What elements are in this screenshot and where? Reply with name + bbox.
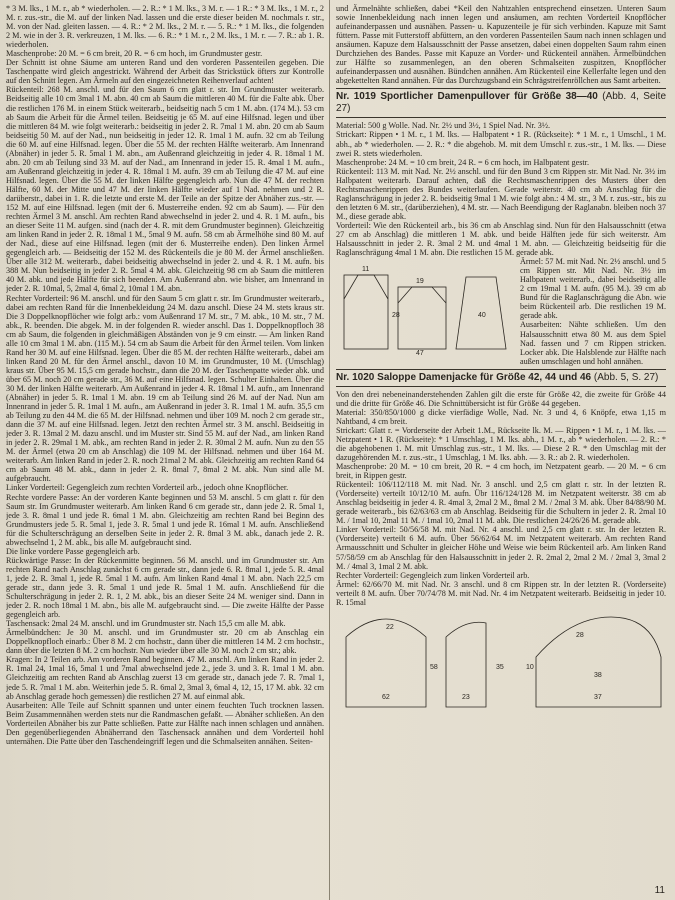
section-heading-1020 xyxy=(336,369,666,387)
page-number: 11 xyxy=(654,885,665,896)
paragraph: Ausarbeiten: Nähte schließen. Um den Halsausschnitt etwa 80 M. aus dem Spiel Nad. fassen und 7 cm Rippen stricken. Locker abk. Die Halsblende zur Hälfte nach außen umschlagen und hohl annähen. xyxy=(520,320,666,366)
section-heading-1019 xyxy=(336,88,666,118)
paragraph: Strickart: Glatt r. = Vorderseite der Arbeit 1.M., Rückseite lk. M. — Rippen • 1 M. r., 1 M. lks. — Netzpatent • 1 R. (Rückseite): * 1 Umschlag, 1 M. lks. abh., 1 M. r., ab * wiederholen. — 2. R.: * die abgehobenen 1. M. mit Umschlag zus.-str., 1 M. lks. — Diese 2 R. * den Umschlag mit der dazugehörenden M. r. zus.-str., 1 Umschlag, 1 M. lks. abh. — 3. R.: ab 2. R. wiederholen. xyxy=(336,425,666,463)
dim-label: 40 xyxy=(478,312,486,320)
right-column xyxy=(336,4,666,892)
paragraph: Material: 500 g Wolle. Nad. Nr. 2½ und 3½, 1 Spiel Nad. Nr. 3½. xyxy=(336,121,551,131)
paragraph: Ärmel: 62/66/70 M. mit Nad. Nr. 3 anschl. und 8 cm Rippen str. In der letzten R. (Vorderseite) verteilt 8 M. aufn. Über 70/74/78 M. mit Nad. Nr. 4 im Netzpatent weiterarb. Beidseitig in jeder 10. R. 15mal xyxy=(336,579,666,607)
section-ref: (Abb. 5, S. 27) xyxy=(593,371,659,383)
dim-label: 11 xyxy=(362,266,370,274)
column-divider xyxy=(329,0,330,900)
paragraph: Die linke vordere Passe gegengleich arb. xyxy=(6,546,140,556)
dim-label: 58 xyxy=(430,663,438,671)
paragraph: * 3 M. lks., 1 M. r., ab * wiederholen. — 2. R.: * 1 M. lks., 3 M. r. — 1 R.: * 3 M. lks., 1 M. r., 2 M. r. zus.-str., die M. auf der linken Nad. lassen und die erste dieser beiden M. nochmals r. str., M. von der Nad. gleiten lassen. — 4. R.: * 2 M. lks., 2 M. r. — 5. R.: * 1 M. lks., die folgenden 2 M. wie in der 3. R. verkreuzen, 1 M. lks. — 6. R.: * 1 M. r., 2 M. lks., 1 M. r. — 7. R.: ab 1. R. wiederholen. xyxy=(6,4,324,50)
dim-label: 28 xyxy=(392,312,400,320)
dim-label: 19 xyxy=(416,278,424,286)
dim-label: 28 xyxy=(576,631,584,639)
paragraph: Rechte vordere Passe: An der vorderen Kante beginnen und 53 M. anschl. 5 cm glatt r. für den Saum str. Im Grundmuster weiterarb. Am linken Rand 6 cm gerade str., dann jede 2. R. 5mal 1, jede 3. R. 8mal 1 und jede R. 6mal 1 M. abn. Gleichzeitig am rechten Rand bei Beginn des Grundmusters jede 5. R. 5mal 1, jede 3. R. 5mal 1 und jede R. 16mal 1 M. aufn. Anschließend für die Schulterschrägung an derselben Seite in jeder 2. R. 8mal 3 M. abk., danach jede 2. R. abwechselnd 1, 2 M. abk., bis alle M. aufgebraucht sind. xyxy=(6,492,324,547)
paragraph: Linker Vorderteil: Gegengleich zum rechten Vorderteil arb., jedoch ohne Knopflöcher. xyxy=(6,483,289,493)
paragraph: Material: 350/850/1000 g dicke vierfädige Wolle, Nad. Nr. 3 und 4, 6 Knöpfe, etwa 1,15 m Nahtband, 4 cm breit. xyxy=(336,407,666,426)
dim-label: 10 xyxy=(526,663,534,671)
dim-label: 37 xyxy=(594,693,602,701)
section-title: Nr. 1019 Sportlicher Damenpullover für Größe 38—40 xyxy=(336,91,598,103)
dim-label: 38 xyxy=(594,671,602,679)
jacket-pattern-diagram xyxy=(336,607,666,717)
paragraph: Strickart: Rippen • 1 M. r., 1 M. lks. — Halbpatent • 1 R. (Rückseite): * 1 M. r., 1 Umschl., 1 M. abh., ab * wiederholen. — 2. R.: * die abgehob. M. mit dem Umschl r. zus.-str., 1 M. lks. — Diese zwei R. stets wiederholen. xyxy=(336,130,666,158)
paragraph: Taschensack: 2mal 24 M. anschl. und im Grundmuster str. Nach 15,5 cm alle M. abk. xyxy=(6,619,286,629)
paragraph: Rückenteil: 268 M. anschl. und für den Saum 6 cm glatt r. str. Im Grundmuster weiterarb. Beidseitig alle 10 cm 3mal 1 M. abn. 40 cm ab Saum die mittleren 40 M. für die Falte abk. Über die restlichen 176 M. in einem Stück weiterarb., beidseitig nach 5 cm 1 M. abn. (174 M.). 53 cm ab Saum die Arbeit für die Ärmel teilen. Beidseitig je 65 M. auf eine Hilfsnad. legen und über die mittleren 84 M. wie folgt weiterarb.: beidseitig in jeder 2. R. 7mal 1 M. abn. 20 cm ab Saum beidseitig 50 M. auf der Nad., nun beidseitig in jeder 12. R. 1mal 1 M. aufn. 32 cm ab Teilung die 60 M. auf eine Hilfsnad. legen. Über die 55 M. der rechten Hälfte weiterarb. Am Innenrand (Abnäher) in jeder 5. R. 5mal 1 M. abn., am Außenrand gleichzeitig in jeder 4. R. 18mal 1 M. abn. 20 cm ab Teilung sind 33 M. auf der Nad., am Innenrand in jeder 15. R. 4mal 1 M. aufn., am Außenrand gleichzeitig in jeder 4. R. 18mal 1 M. aufn. 39 cm ab Teilung die 47 M. auf eine Hilfsnad. legen. Über die 55 M. der linken Hälfte gegengleich arb. Nun die 47 M. der rechten Hälfte, 60 M. der Mitte und 47 M. der linken Hälfte wieder auf 1 Nad. nehmen und 2 R. darüberstr., dabei in 1. R. die letzte und erste M. der Teile an der Spitze der Abnäher zus.-str. — 152 M. auf eine Hilfsnad. legen (mit der 6. Musterreihe enden. 92 cm ab Saum). — Für den rechten Ärmel 3 M. anschl. Am rechten Rand abwechselnd in jeder 2. und 4. R. 1 M. aufn., bis an dieser Seite 11 M. aufgen. sind (nach der 4. R. mit dem Grundmuster beginnen). Gleichzeitig am linken Rand in jeder 2. R. 18mal 1 M., 5mal 9 M. aufn. 58 cm ab Ärmelhöhe sind 80 M. auf der Nad., diese auf eine Hilfsnad. legen (mit der 6. Musterreihe enden). Den linken Ärmel gegengleich arb. — Beidseitig der 152 M. des Rückenteils die je 80 M. der Ärmel anschließen. Über alle 312 M. weiterarb., dabei beidseitig abwechselnd in jeder 2. und 4. R. 1 M. aufn. bis 388 M. Nun beidseitig in jeder 2. R. 5mal 4 M. abk. Gleichzeitig 98 cm ab Saum die mittleren 40 M. abk. und jede Hälfte für sich beenden. Am Außenrand abn. wie bisher, am Innenrand in jeder 2. R. 10mal, 5, 2mal 4, 6mal 2, 10mal 1 M. abn. xyxy=(6,85,324,294)
paragraph: Linker Vorderteil: 50/56/58 M. mit Nad. Nr. 4 anschl. und 2,5 cm glatt r. str. In der letzten R. (Vorderseite) verteilt 6 M. aufn. Über 56/62/64 M. im Netzpatent weiterarb. Am rechten Rand Armausschnitt und Schulter in gleicher Höhe und Weise wie beim Rückenteil arb. Am linken Rand 57/58/59 cm ab Anschlag für den Halsausschnitt in jeder 2. R. 2mal 2, 2mal 2 M. / 2mal 3, 3mal 2 M. / 4mal 3, 1mal 2 M. abk. xyxy=(336,525,666,571)
paragraph: und Ärmelnähte schließen, dabei *Keil den Nahtzahlen entsprechend einsetzen. Unteren Saum sowie Innenbekleidung nach innen legen und ansäumen, am rechten Vorderteil Knopflöcher aufeinanderpassen und ausnähen. Passen- u. Kapuzenteile je für sich verbinden. Kapuze mit Samt füttern. Passe mit Futterstoff abfüttern, an den vorderen Passenteilen Saum nach innen schlagen und ansäumen. Kapuze dem Halsausschnitt der Passe ansetzen, dabei einen doppelten Saum rahm einen Durchziehen des Bandes. Passe mit Kapuze an Vorder- und Rückenteil annähen. Ärmelbündchen zur Hälfte so zusammenlegen, an den oberen Schmalseiten zuspitzen, Knopflöcher aufeinanderpassen und ausnähen. Bündchen annähen. Am Rückenteil eine Kellerfalte legen und den abgekettelten Rand annähen. Für das Durchzugsband ein Schrägstreifenröllchen aus Samt arbeiten. xyxy=(336,4,666,86)
paragraph: Ausarbeiten: Alle Teile auf Schnitt spannen und unter einem feuchten Tuch trocknen lassen. Beim Zusammennähen werden stets nur die Randmaschen gefaßt. — Abnäher schließen. An den Vorderteilen Abnäher bis zur Patte schließen. Patte zur Hälfte nach innen schlagen und annähen. Den gegenüberliegenden Abnäherrand den Taschensack annähen und dem Vorderteil hohl unternähen. Die Patte über den Taschendeingriff legen und die Schmalseiten annähen. Seiten- xyxy=(6,700,324,746)
paragraph: Maschenprobe: 24 M. = 10 cm breit, 24 R. = 6 cm hoch, im Halbpatent gestr. xyxy=(336,157,589,167)
pullover-pattern-diagram xyxy=(336,257,516,357)
paragraph: Von den drei nebeneinanderstehenden Zahlen gilt die erste für Größe 42, die zweite für Größe 44 und die dritte für Größe 46. Die Schnittübersicht ist für Größe 44 gegeben. xyxy=(336,389,666,408)
paragraph: Rückwärtige Passe: In der Rückenmitte beginnen. 56 M. anschl. und im Grundmuster str. Am rechten Rand nach Anschlag zunächst 6 cm gerade str., dann jede 6. R. 8mal 1, jede 5. R. 4mal 1, jede 2. R. 3mal 1, jede R. 5mal 1 M. aufn. Am linken Rand 4mal 1 M. abn. Nach 22,5 cm gerade str., dann jede 3. R. 5mal 1 und jede R. 5mal 1 M. aufn. Anschließend für die Schulterschrägung in jeder 2. R. 1, 2 M. abk., bis an dieser Seite 24 M. weniger sind. Dann in jeder 2. R. noch 18mal 1 M. abn., bis alle M. aufgebraucht sind. — Die zweite Hälfte der Passe gegengleich arb. xyxy=(6,555,324,620)
dim-label: 47 xyxy=(416,350,424,358)
paragraph: Ärmelbündchen: Je 30 M. anschl. und im Grundmuster str. 20 cm ab Anschlag ein Doppelknopfloch einarb.: Über 8 M. 2 cm hochstr., dann über die mittleren 14 M. 2 cm hochstr., dann über die letzten 8 M. 2 cm hochstr. Nun wieder über alle 30 M. noch 2 cm str.; abk. xyxy=(6,628,324,656)
dim-label: 22 xyxy=(386,623,394,631)
paragraph: Rechter Vorderteil: Gegengleich zum linken Vorderteil arb. xyxy=(336,570,530,580)
paragraph: Kragen: In 2 Teilen arb. Am vorderen Rand beginnen. 47 M. anschl. Am linken Rand in jeder 2. R. 1mal 24, 1mal 16, 5mal 1 und 7mal abwechselnd jede 2., jede 3. und 3. R. 1mal 1 M. abn. Gleichzeitig am rechten Rand ab Anschlag zuerst 13 cm gerade str., danach jede 7. R. 7mal 1, jede 5. R. 7mal 1 M. abn. Weiterhin jede 5. R. 6mal 2, 3mal 3, 6mal 4, 12, 15, 17 M. abk. 32 cm ab Anschlag gerade hoch gemessen) die restlichen 27 M. auf einmal abk. xyxy=(6,655,324,701)
left-column xyxy=(6,4,324,892)
paragraph: Vorderteil: Wie den Rückenteil arb., bis 36 cm ab Anschlag sind. Nun für den Halsausschnitt (etwa 27 cm ab Anschlag) die mittleren 1 M. abk. und beide Hälften jede für sich weiterstr. Am Halsausschnitt in jeder 2. R. 3mal 2 M. und 4mal 1 M. abn. — Gleichzeitig beidseitig für die Raglanschrägung 4mal 1 M. abn. Die restlichen 15 M. gerade abk. xyxy=(336,220,666,258)
dim-label: 62 xyxy=(382,693,390,701)
front-piece-shape xyxy=(398,287,446,349)
section-title: Nr. 1020 Saloppe Damenjacke für Größe 42, 44 und 46 xyxy=(336,371,592,383)
paragraph: Maschenprobe: 20 M. = 6 cm breit, 20 R. = 6 cm hoch, im Grundmuster gestr. xyxy=(6,49,263,59)
paragraph: Maschenprobe: 20 M. = 10 cm breit, 20 R. = 4 cm hoch, im Netzpatent gearb. — 20 M. = 6 cm breit, in Rippen gestr. xyxy=(336,462,666,481)
back-piece-shape xyxy=(344,275,388,349)
section-ref: (Abb. 4, Seite 27) xyxy=(336,91,666,115)
paragraph: Der Schnitt ist ohne Säume am unteren Rand und den vorderen Passenteilen gegeben. Die Taschenpatte wird gleich angestrickt. Während der Arbeit das Strickstück öfters zur Kontrolle auf den Schnitt legen. Am Ärmeln auf den eingezeichneten Reihenverlauf achten! xyxy=(6,58,324,86)
paragraph: Rechter Vorderteil: 96 M. anschl. und für den Saum 5 cm glatt r. str. Im Grundmuster weiterarb., dabei am rechten Rand für die Innenbekleidung 24 M. dazu anschl. Diese 24 M. stets kraus str. Die 3 Doppelknopflöcher wie folgt arb.: vom Außenrand 17 M. str., 7 M. abk., 10 M. str., 7 M. abk., R. beenden. Die abgek. M. in der folgenden R. wieder anschl. Das 1. Doppelknopfloch 38 cm ab Saum, die folgenden in gleichmäßigen Abständen von je 9 cm einstr. — Am linken Rand alle 10 cm 3mal 1 M. abn. (115 M.). 54 cm ab Saum die Arbeit für den Ärmel teilen. Vom linken Rand her 30 M. auf eine Hilfsnad. legen. Über die 85 M. der rechten Hälfte weiterarb., dabei am linken Rand 20 M. für den Ärmel anschl., davon 10 M. im Grundmuster, 10 M. (Umschlag) kraus str. Über 95 M. 15,5 cm gerade hochstr., dann die 20 M. der Taschenpatte wieder abk. und über 65 M. noch 20 cm gerade str., 36 M. auf eine Hilfsnad. legen. Schulter Einhalten. Über die 30 M. der linken Hälfte weiterarb. Am Außenrand in jeder 4. R. 18mal 1 M. aufn., am Innenrand (Abnäher) in jeder 5. R. 1mal 1 M. abn. 19 cm ab Teilung sind 26 M. auf der Nad. Nun am Innenrand in jeder 5. R. 1mal 1 M. aufn., am Außenrand in jeder 3. R. 1mal 1 M. aufn. 35,5 cm ab Teilung zu den 44 M. die 65 M. der Hilfsnad. nehmen und über 109 M. noch 2 cm gerade str., dann die 37 M. auf eine Hilfsnad. legen. Jetzt den rechten Ärmel str. 3 M. anschl. Beidseitig in jeder 3. R. 13mal 2 M. dazu anschl. und im Muster str. Sind 55 M. auf der Nad., am linken Rand in jeder 2. R. 29mal 1 M. abk., am rechten Rand in jeder 2. R. 30mal 2 M. aufn. Nun zu den 55 M. der Ärmel (etwa 20 cm ab Anschlag) die 109 M. der Hilfsnad. nehmen und über 164 M. weiterarb. Am linken Rand in jeder 2. R. noch 21mal 2 M. abk. Gleichzeitig am rechten Rand 64 cm ab Saum 48 M. abk., dann in jeder 2. R. 8mal 7, 8mal 2 M. abk. Nun sind alle M. aufgebraucht. xyxy=(6,293,324,484)
raglan-shape xyxy=(344,275,388,299)
dim-label: 23 xyxy=(462,693,470,701)
dim-label: 35 xyxy=(496,663,504,671)
paragraph: Ärmel: 57 M. mit Nad. Nr. 2½ anschl. und 5 cm Rippen str. Mit Nad. Nr. 3½ im Halbpatent weiterarb., dabei beidseitig alle 2 cm 19mal 1 M. aufn. (95 M.). 39 cm ab Bund für die Raglanschrägung die Abn. wie beim Rückenteil arb. Die restlichen 19 M. gerade abk. xyxy=(520,257,666,321)
paragraph: Rückenteil: 106/112/118 M. mit Nad. Nr. 3 anschl. und 2,5 cm glatt r. str. In der letzten R. (Vorderseite) verteilt 10/12/10 M. aufn. Übr 116/124/128 M. im Netzpatent weiterstr. 38 cm ab Anschlag beidseitig in jeder 4. R. 4mal 3, 2mal 2 M., 8mal 2 M. / 2mal 3 M. abk. Über 84/88/90 M. gerade weiterarb., bis 62/63/63 cm ab Anschlag. Beidseitig für die Schultern in jeder 2. R. 2mal 10 M. / 1mal 10, 2mal 11 M. / 1mal 10, 2mal 11 M. abk. Die restlichen 24/26/26 M. gerade abk. xyxy=(336,480,666,526)
paragraph: Rückenteil: 113 M. mit Nad. Nr. 2½ anschl. und für den Bund 3 cm Rippen str. Mit Nad. Nr. 3½ im Halbpatent weiterarb. Darauf achten, daß die Rechtsmaschenrippen des Musters über den Rechtsmaschenrippen des Bundes weiterlaufen. Gerade weiterstr. 40 cm ab Anschlag für die Raglanschrägung in jeder 2. R. beidseitig 9mal 1 M. wie folgt abn.: 4 M. str., 3 M. r. zus.-str., bis zu den letzten 6 M. str., (darüberziehen), 4 M. str. — Nach Beendigung der Raglanabn. bleiben noch 37 M., diese gerade abk. xyxy=(336,166,666,221)
